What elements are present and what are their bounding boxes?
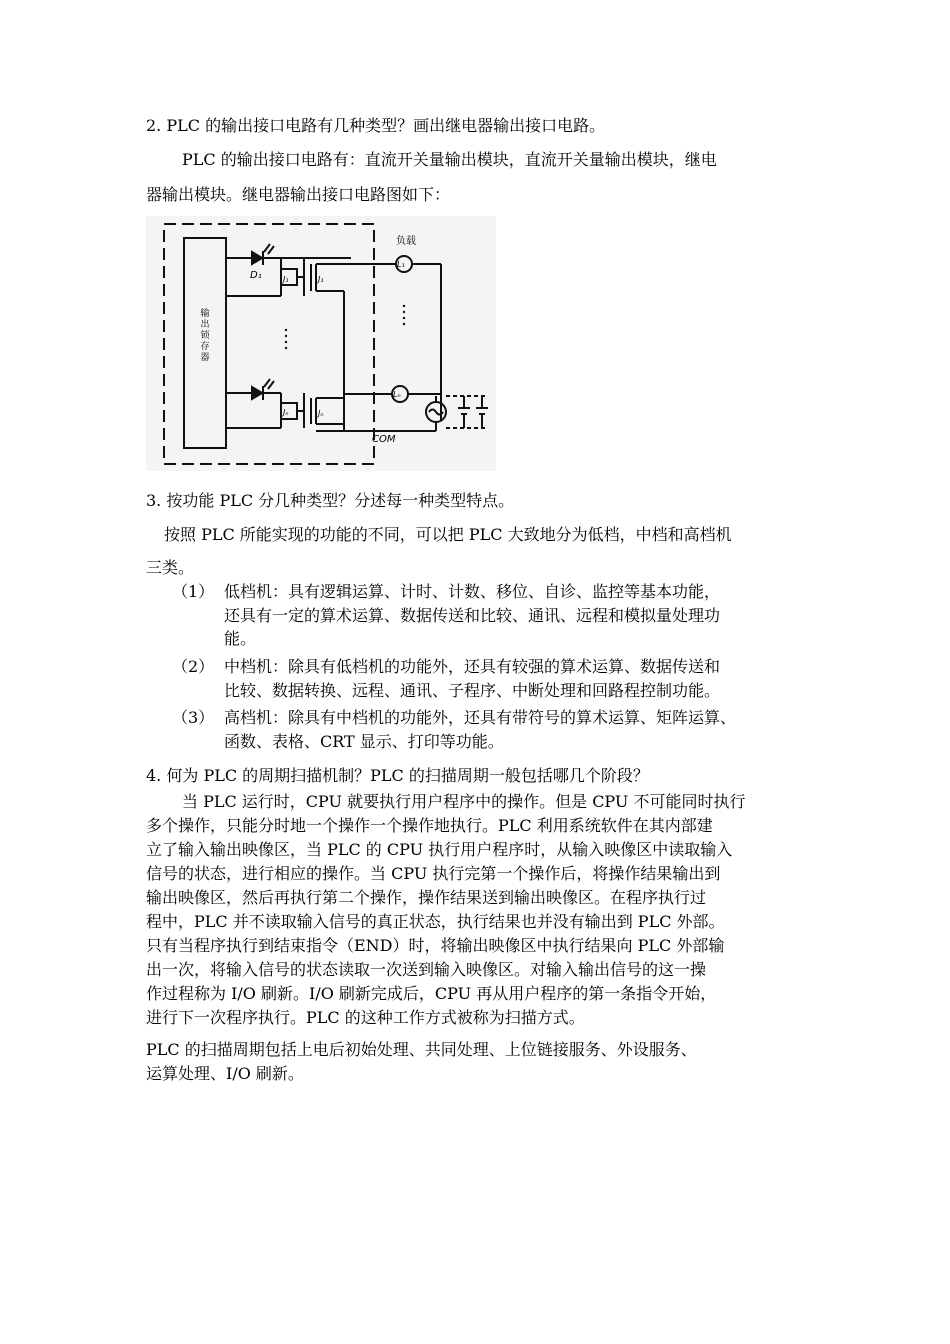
q4-line: 信号的状态，进行相应的操作。当 CPU 执行完第一个操作后，将操作结果输出到 [146, 864, 721, 883]
list-item-line: 高档机：除具有中档机的功能外，还具有带符号的算术运算、矩阵运算、 [224, 708, 737, 727]
list-item-line: 还具有一定的算术运算、数据传送和比较、通讯、远程和模拟量处理功 [224, 605, 721, 625]
com-label: COM [372, 434, 396, 445]
diode-d1-icon [252, 252, 262, 264]
jn-contact-label: Jₙ [318, 409, 324, 418]
q4-line: 输出映像区，然后再执行第二个操作，操作结果送到输出映像区。在程序执行过 [146, 888, 707, 907]
q4-line: 当 PLC 运行时，CPU 就要执行用户程序中的操作。但是 CPU 不可能同时执行 [182, 792, 746, 811]
list-item [172, 580, 812, 652]
list-item-number: （1） [172, 582, 215, 601]
q4-line: 只有当程序执行到结束指令（END）时，将输出映像区中执行结果向 PLC 外部输 [146, 936, 725, 955]
list-item [172, 706, 812, 754]
q3-intro-line1: 按照 PLC 所能实现的功能的不同，可以把 PLC 大致地分为低档，中档和高档机 [164, 525, 732, 544]
q4-summary-line2: 运算处理、I/O 刷新。 [146, 1064, 304, 1083]
list-item-line: 函数、表格、CRT 显示、打印等功能。 [224, 731, 504, 751]
load-label: 负载 [396, 236, 416, 247]
q2-answer-line2: 器输出模块。继电器输出接口电路图如下： [146, 185, 451, 204]
list-item-line: 中档机：除具有低档机的功能外，还具有较强的算术运算、数据传送和 [224, 657, 721, 676]
diode-dn-icon [252, 387, 262, 399]
q4-line: 立了输入输出映像区，当 PLC 的 CPU 执行用户程序时，从输入映像区中读取输入 [146, 840, 733, 859]
q3-intro-line2: 三类。 [146, 558, 195, 577]
j1-coil-label: J₁ [283, 275, 289, 284]
q4-line: 出一次，将输入信号的状态读取一次送到输入映像区。对输入输出信号的这一操 [146, 960, 707, 979]
list-item-line: 能。 [224, 629, 257, 648]
q4-title: 4. 何为 PLC 的周期扫描机制？PLC 的扫描周期一般包括哪几个阶段？ [146, 766, 649, 785]
jn-coil-label: Jₙ [283, 408, 289, 417]
q4-line: 多个操作，只能分时地一个操作一个操作地执行。PLC 利用系统软件在其内部建 [146, 816, 713, 835]
output-latch-label: 输出锁存器 [200, 309, 210, 363]
relay-output-circuit-figure [146, 216, 496, 471]
ln-label: Lₙ [393, 390, 401, 399]
list-item-line: 低档机：具有逻辑运算、计时、计数、移位、自诊、监控等基本功能， [224, 582, 721, 601]
d1-label: D₁ [250, 270, 262, 281]
circuit-diagram [146, 216, 496, 471]
list-item [172, 655, 812, 703]
j1-contact-label: J₁ [318, 275, 324, 284]
q3-title: 3. 按功能 PLC 分几种类型？分述每一种类型特点。 [146, 491, 515, 510]
q4-line: 程中，PLC 并不读取输入信号的真正状态，执行结果也并没有输出到 PLC 外部。 [146, 912, 725, 931]
q4-line: 进行下一次程序执行。PLC 的这种工作方式被称为扫描方式。 [146, 1008, 585, 1027]
q2-title: 2. PLC 的输出接口电路有几种类型？画出继电器输出接口电路。 [146, 116, 606, 135]
l1-label: L₁ [397, 260, 405, 269]
list-item-number: （3） [172, 708, 215, 727]
list-item-number: （2） [172, 657, 215, 676]
q4-line: 作过程称为 I/O 刷新。I/O 刷新完成后，CPU 再从用户程序的第一条指令开始， [146, 984, 717, 1003]
q4-summary-line1: PLC 的扫描周期包括上电后初始处理、共同处理、上位链接服务、外设服务、 [146, 1040, 697, 1059]
list-item-line: 比较、数据转换、远程、通讯、子程序、中断处理和回路程控制功能。 [224, 680, 721, 700]
q2-answer-line1: PLC 的输出接口电路有：直流开关量输出模块，直流开关量输出模块，继电 [182, 150, 717, 169]
